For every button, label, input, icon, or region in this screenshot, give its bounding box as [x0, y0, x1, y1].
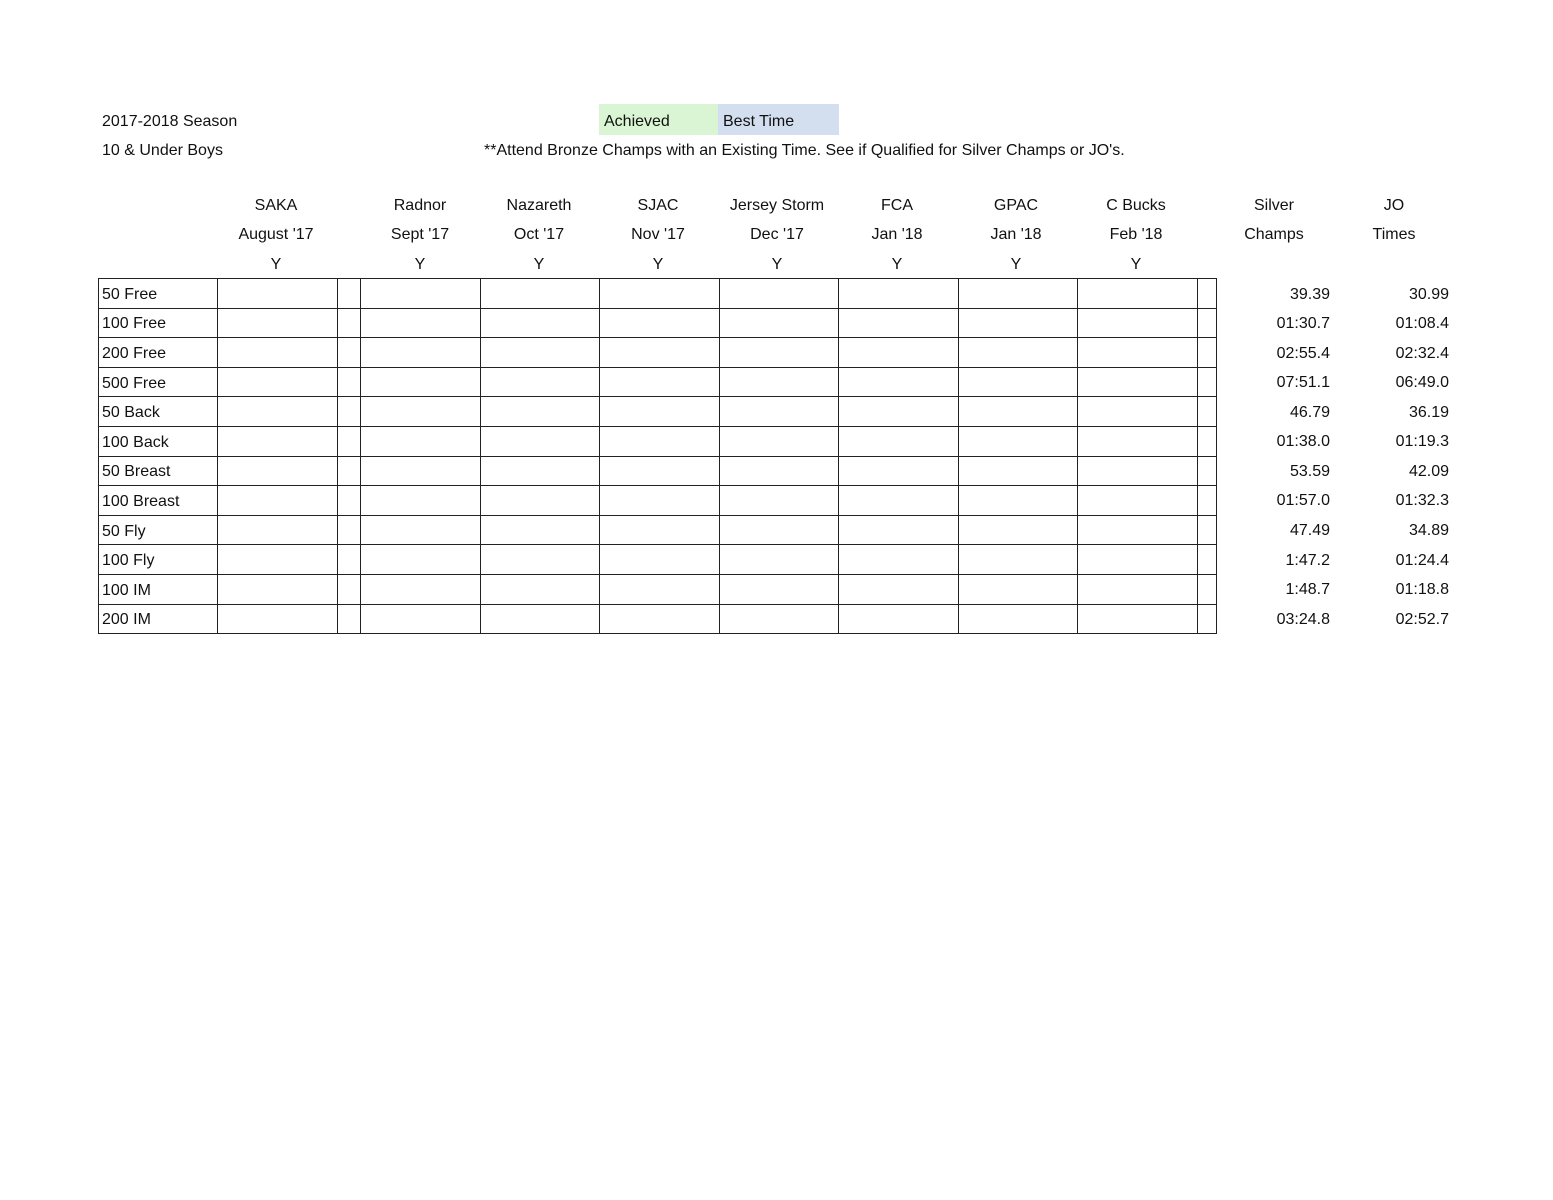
time-cell[interactable]	[361, 515, 481, 545]
time-cell[interactable]	[481, 426, 600, 456]
time-cell[interactable]	[361, 367, 481, 397]
meet-header	[837, 196, 957, 276]
time-cell[interactable]	[481, 367, 600, 397]
time-cell[interactable]	[1078, 486, 1198, 516]
times-grid	[98, 278, 1217, 634]
meet-header	[598, 196, 718, 276]
table-row	[99, 426, 1217, 456]
time-cell[interactable]	[720, 456, 839, 486]
meet-name: GPAC	[993, 197, 1039, 214]
time-cell[interactable]	[959, 426, 1078, 456]
time-cell[interactable]	[481, 574, 600, 604]
time-cell[interactable]	[218, 426, 338, 456]
time-cell[interactable]	[720, 367, 839, 397]
time-cell[interactable]	[839, 545, 959, 575]
time-cell[interactable]	[720, 308, 839, 338]
time-cell[interactable]	[720, 279, 839, 309]
time-cell[interactable]	[1078, 338, 1198, 368]
silver-time: 02:55.4	[1276, 345, 1330, 362]
meet-header	[1076, 196, 1196, 276]
time-cell[interactable]	[720, 604, 839, 634]
silver-champs-header	[1214, 196, 1334, 246]
event-name: 200 Free	[99, 338, 218, 368]
time-cell[interactable]	[600, 604, 720, 634]
jo-time: 01:32.3	[1395, 492, 1449, 509]
time-cell[interactable]	[481, 308, 600, 338]
time-cell[interactable]	[959, 397, 1078, 427]
jo-time: 01:18.8	[1395, 581, 1449, 598]
time-cell[interactable]	[959, 308, 1078, 338]
meet-date: Dec '17	[750, 226, 804, 243]
jo-time: 30.99	[1408, 286, 1449, 303]
meet-flag: Y	[414, 256, 426, 273]
time-cell[interactable]	[600, 367, 720, 397]
meet-name: C Bucks	[1106, 197, 1166, 214]
meet-header	[956, 196, 1076, 276]
time-cell[interactable]	[959, 456, 1078, 486]
meet-date: Jan '18	[871, 226, 923, 243]
event-name: 100 Fly	[99, 545, 218, 575]
time-cell[interactable]	[959, 545, 1078, 575]
meet-name: Jersey Storm	[729, 197, 825, 214]
meet-flag: Y	[270, 256, 282, 273]
time-cell[interactable]	[218, 397, 338, 427]
time-cell[interactable]	[839, 574, 959, 604]
event-name: 100 Free	[99, 308, 218, 338]
silver-time: 1:47.2	[1285, 552, 1330, 569]
time-cell[interactable]	[720, 515, 839, 545]
time-cell[interactable]	[218, 604, 338, 634]
time-cell[interactable]	[600, 397, 720, 427]
table-row	[99, 515, 1217, 545]
time-cell[interactable]	[1078, 367, 1198, 397]
time-cell[interactable]	[839, 279, 959, 309]
meet-flag: Y	[891, 256, 903, 273]
silver-header-line-2: Champs	[1244, 226, 1304, 243]
table-row	[99, 486, 1217, 516]
time-cell[interactable]	[481, 486, 600, 516]
spacer-cell	[338, 308, 361, 338]
season-title: 2017-2018 Season	[102, 113, 238, 130]
time-cell[interactable]	[481, 397, 600, 427]
jo-time: 02:52.7	[1395, 611, 1449, 628]
spacer-cell	[338, 515, 361, 545]
time-cell[interactable]	[1078, 456, 1198, 486]
jo-time: 34.89	[1408, 522, 1449, 539]
time-cell[interactable]	[1078, 545, 1198, 575]
time-cell[interactable]	[361, 545, 481, 575]
event-name: 500 Free	[99, 367, 218, 397]
time-cell[interactable]	[720, 574, 839, 604]
time-cell[interactable]	[720, 545, 839, 575]
event-name: 100 Back	[99, 426, 218, 456]
jo-times-header	[1334, 196, 1454, 246]
silver-time: 46.79	[1289, 404, 1330, 421]
time-cell[interactable]	[959, 279, 1078, 309]
meet-date: Feb '18	[1109, 226, 1163, 243]
time-cell[interactable]	[720, 426, 839, 456]
time-cell[interactable]	[600, 308, 720, 338]
meet-date: Oct '17	[513, 226, 565, 243]
time-cell[interactable]	[481, 456, 600, 486]
time-cell[interactable]	[481, 515, 600, 545]
time-cell[interactable]	[959, 486, 1078, 516]
jo-time: 01:19.3	[1395, 433, 1449, 450]
event-name: 50 Back	[99, 397, 218, 427]
time-cell[interactable]	[361, 456, 481, 486]
time-cell[interactable]	[481, 604, 600, 634]
event-name: 100 IM	[99, 574, 218, 604]
meet-header	[717, 196, 837, 276]
spacer-cell	[338, 367, 361, 397]
time-cell[interactable]	[600, 279, 720, 309]
time-cell[interactable]	[600, 426, 720, 456]
time-cell[interactable]	[218, 515, 338, 545]
meet-date: August '17	[238, 226, 314, 243]
time-cell[interactable]	[839, 515, 959, 545]
jo-header-line-2: Times	[1372, 226, 1416, 243]
time-cell[interactable]	[1078, 308, 1198, 338]
time-cell[interactable]	[361, 279, 481, 309]
time-cell[interactable]	[959, 367, 1078, 397]
meet-date: Nov '17	[631, 226, 685, 243]
jo-time: 06:49.0	[1395, 374, 1449, 391]
jo-time: 01:08.4	[1395, 315, 1449, 332]
time-cell[interactable]	[720, 397, 839, 427]
spacer-cell	[338, 279, 361, 309]
time-cell[interactable]	[361, 604, 481, 634]
meet-flag: Y	[1010, 256, 1022, 273]
time-cell[interactable]	[839, 426, 959, 456]
time-cell[interactable]	[361, 308, 481, 338]
event-name: 50 Free	[99, 279, 218, 309]
spacer-cell	[338, 486, 361, 516]
time-cell[interactable]	[600, 574, 720, 604]
time-cell[interactable]	[1078, 279, 1198, 309]
jo-time: 42.09	[1408, 463, 1449, 480]
meet-header	[360, 196, 480, 276]
time-cell[interactable]	[600, 338, 720, 368]
meet-name: SAKA	[254, 197, 298, 214]
meet-date: Sept '17	[390, 226, 450, 243]
jo-time: 36.19	[1408, 404, 1449, 421]
time-cell[interactable]	[218, 545, 338, 575]
spacer-cell	[338, 338, 361, 368]
meet-name: Radnor	[393, 197, 447, 214]
time-cell[interactable]	[481, 279, 600, 309]
time-cell[interactable]	[839, 486, 959, 516]
time-cell[interactable]	[839, 456, 959, 486]
silver-time: 53.59	[1289, 463, 1330, 480]
time-cell[interactable]	[218, 456, 338, 486]
time-cell[interactable]	[218, 308, 338, 338]
time-cell[interactable]	[361, 397, 481, 427]
time-cell[interactable]	[839, 338, 959, 368]
table-row	[99, 456, 1217, 486]
time-cell[interactable]	[218, 367, 338, 397]
time-cell[interactable]	[1078, 426, 1198, 456]
spacer-cell	[338, 574, 361, 604]
table-row	[99, 367, 1217, 397]
meet-name: SJAC	[637, 197, 679, 214]
meet-flag: Y	[771, 256, 783, 273]
time-cell[interactable]	[1078, 574, 1198, 604]
time-cell[interactable]	[839, 308, 959, 338]
spacer-cell	[338, 604, 361, 634]
meet-header	[216, 196, 336, 276]
meet-header	[479, 196, 599, 276]
time-cell[interactable]	[600, 545, 720, 575]
silver-time: 01:57.0	[1276, 492, 1330, 509]
time-cell[interactable]	[959, 515, 1078, 545]
meet-flag: Y	[1130, 256, 1142, 273]
event-name: 50 Breast	[99, 456, 218, 486]
table-row	[99, 397, 1217, 427]
spacer-cell	[338, 545, 361, 575]
jo-time: 01:24.4	[1395, 552, 1449, 569]
time-cell[interactable]	[600, 515, 720, 545]
time-cell[interactable]	[959, 338, 1078, 368]
group-title: 10 & Under Boys	[102, 142, 223, 159]
silver-time: 07:51.1	[1276, 374, 1330, 391]
meet-date: Jan '18	[990, 226, 1042, 243]
time-cell[interactable]	[1078, 515, 1198, 545]
silver-time: 03:24.8	[1276, 611, 1330, 628]
table-row	[99, 338, 1217, 368]
spacer-cell	[338, 397, 361, 427]
time-cell[interactable]	[481, 545, 600, 575]
time-cell[interactable]	[361, 338, 481, 368]
silver-time: 39.39	[1289, 286, 1330, 303]
event-name: 200 IM	[99, 604, 218, 634]
time-cell[interactable]	[600, 456, 720, 486]
silver-time: 01:38.0	[1276, 433, 1330, 450]
jo-time: 02:32.4	[1395, 345, 1449, 362]
time-cell[interactable]	[839, 367, 959, 397]
legend-best-time: Best Time	[718, 104, 839, 135]
time-cell[interactable]	[959, 574, 1078, 604]
time-cell[interactable]	[361, 426, 481, 456]
table-row	[99, 308, 1217, 338]
time-cell[interactable]	[218, 338, 338, 368]
meet-flag: Y	[533, 256, 545, 273]
time-cell[interactable]	[361, 574, 481, 604]
silver-time: 47.49	[1289, 522, 1330, 539]
jo-header-line-1: JO	[1383, 197, 1405, 214]
time-cell[interactable]	[218, 279, 338, 309]
time-cell[interactable]	[218, 574, 338, 604]
meet-name: FCA	[881, 197, 913, 214]
time-cell[interactable]	[481, 338, 600, 368]
legend-achieved: Achieved	[599, 104, 718, 135]
silver-time: 1:48.7	[1285, 581, 1330, 598]
spacer-cell	[338, 456, 361, 486]
silver-header-line-1: Silver	[1253, 197, 1294, 214]
table-row	[99, 545, 1217, 575]
table-row	[99, 279, 1217, 309]
time-cell[interactable]	[959, 604, 1078, 634]
table-row	[99, 604, 1217, 634]
event-name: 100 Breast	[99, 486, 218, 516]
time-cell[interactable]	[600, 486, 720, 516]
time-cell[interactable]	[1078, 604, 1198, 634]
time-cell[interactable]	[218, 486, 338, 516]
spacer-cell	[338, 426, 361, 456]
meet-flag: Y	[652, 256, 664, 273]
time-cell[interactable]	[839, 397, 959, 427]
time-cell[interactable]	[720, 338, 839, 368]
qualification-note: **Attend Bronze Champs with an Existing Time. See if Qualified for Silver Champs or JO's.	[484, 142, 1125, 159]
meet-name: Nazareth	[506, 197, 572, 214]
time-cell[interactable]	[839, 604, 959, 634]
time-cell[interactable]	[1078, 397, 1198, 427]
time-cell[interactable]	[361, 486, 481, 516]
time-cell[interactable]	[720, 486, 839, 516]
event-name: 50 Fly	[99, 515, 218, 545]
table-row	[99, 574, 1217, 604]
silver-time: 01:30.7	[1276, 315, 1330, 332]
